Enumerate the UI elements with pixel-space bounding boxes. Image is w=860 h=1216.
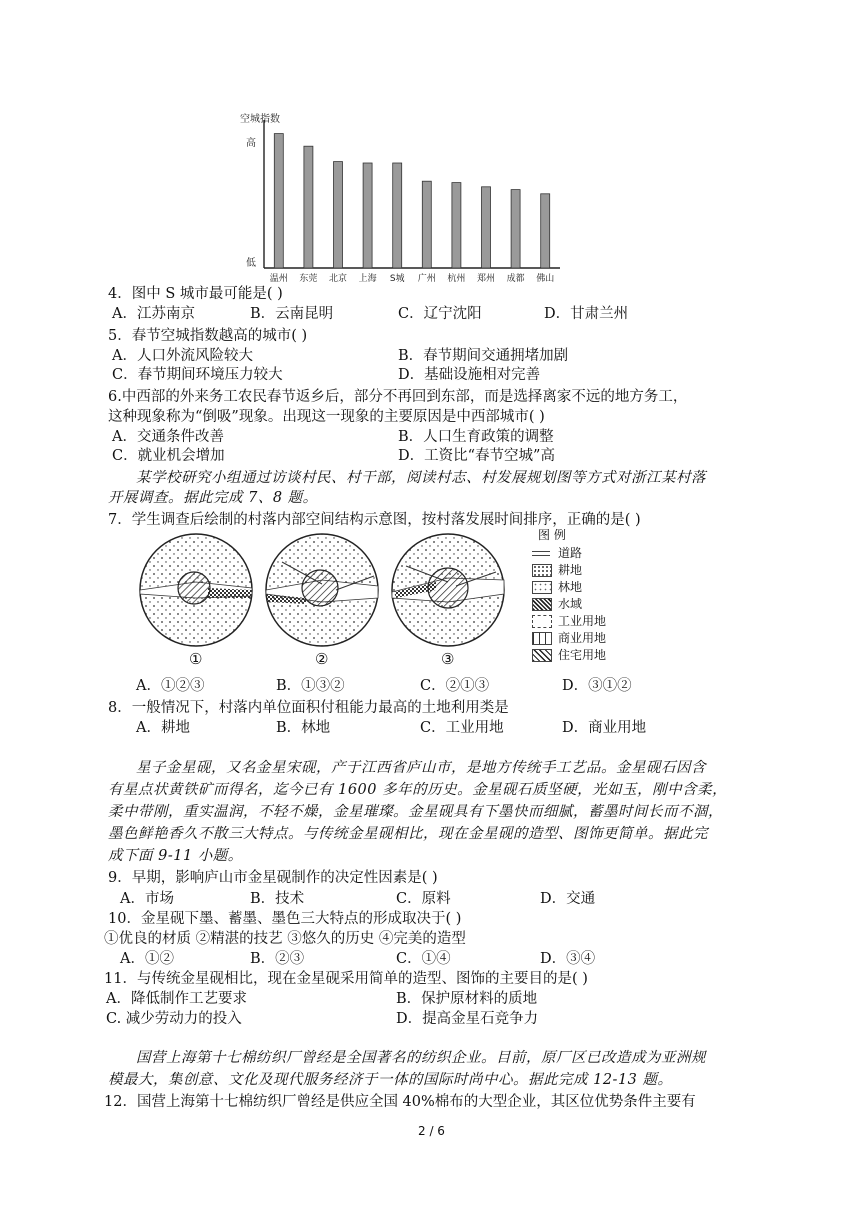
q6-stem-line1: 6.中西部的外来务工农民春节返乡后，部分不再回到东部，而是选择离家不远的地方务工， — [108, 389, 688, 405]
legend-swatch-road — [532, 551, 550, 556]
x-tick-label-9: 佛山 — [536, 274, 555, 284]
legend-title: 图 例 — [538, 528, 566, 542]
x-tick-label-3: 上海 — [358, 274, 377, 284]
q11-option-a: A．降低制作工艺要求 — [106, 991, 247, 1007]
q11-option-c: C. 减少劳动力的投入 — [106, 1011, 242, 1027]
intro-9-11-line4: 墨色鲜艳香久不散三大特点。与传统金星砚相比，现在金星砚的造型、图饰更简单。据此完 — [108, 826, 708, 842]
q8-option-d: D．商业用地 — [562, 720, 647, 736]
q7-option-b: B．①③② — [276, 678, 345, 694]
legend-forest: 林地 — [558, 580, 583, 594]
legend-water: 水域 — [558, 597, 583, 611]
q6-option-b: B．人口生育政策的调整 — [398, 429, 554, 445]
legend-road: 道路 — [558, 546, 583, 560]
q9-option-a: A．市场 — [120, 891, 174, 907]
bar-2 — [334, 162, 343, 268]
diagram-3 — [392, 534, 504, 646]
bar-6 — [452, 183, 461, 268]
q6-option-d: D．工资比“春节空城”高 — [398, 448, 555, 464]
q10-option-d: D．③④ — [540, 951, 596, 967]
legend-swatch-forest — [532, 581, 552, 594]
page-number: 2 / 6 — [418, 1124, 445, 1138]
bar-3 — [363, 163, 372, 268]
q5-stem: 5．春节空城指数越高的城市( ) — [108, 328, 308, 344]
x-tick-label-2: 北京 — [328, 274, 348, 284]
intro-9-11-line2: 有星点状黄铁矿而得名，迄今已有 1600 多年的历史。金星砚石质坚硬，光如玉，刚中含柔， — [108, 782, 728, 798]
q5-option-b: B．春节期间交通拥堵加剧 — [398, 348, 569, 364]
x-tick-label-0: 温州 — [269, 274, 288, 284]
q9-option-c: C．原料 — [396, 891, 451, 907]
q8-option-a: A．耕地 — [136, 720, 190, 736]
legend-residential: 住宅用地 — [558, 648, 607, 662]
q5-option-d: D．基础设施相对完善 — [398, 367, 541, 383]
legend-industrial: 工业用地 — [558, 614, 607, 628]
q11-option-d: D．提高金星石竞争力 — [396, 1011, 539, 1027]
diagram-1 — [140, 534, 252, 646]
village-structure-diagrams — [136, 532, 516, 652]
q5-option-a: A．人口外流风险较大 — [112, 348, 253, 364]
q4-option-b: B．云南昆明 — [250, 306, 334, 322]
y-tick-high: 高 — [246, 138, 256, 149]
q4-option-c: C．辽宁沈阳 — [398, 306, 482, 322]
y-tick-low: 低 — [246, 258, 256, 269]
empty-city-index-chart — [232, 108, 572, 288]
bar-4 — [393, 163, 402, 268]
q7-stem: 7．学生调查后绘制的村落内部空间结构示意图，按村落发展时间排序，正确的是( ) — [108, 512, 641, 528]
q8-stem: 8．一般情况下，村落内单位面积付租能力最高的土地利用类是 — [108, 700, 509, 716]
x-tick-label-7: 郑州 — [476, 274, 496, 284]
x-tick-label-5: 广州 — [417, 274, 436, 284]
intro-12-13-line1: 国营上海第十七棉纺织厂曾经是全国著名的纺织企业。目前，原厂区已改造成为亚洲规 — [136, 1050, 706, 1066]
legend-swatch-farmland — [532, 564, 552, 577]
q4-option-a: A．江苏南京 — [112, 306, 195, 322]
intro-12-13-line2: 模最大，集创意、文化及现代服务经济于一体的国际时尚中心。据此完成 12-13 题。 — [108, 1072, 673, 1088]
legend-commercial: 商业用地 — [558, 631, 607, 645]
bar-1 — [304, 146, 313, 268]
intro-7-8-line1: 某学校研究小组通过访谈村民、村干部，阅读村志、村发展规划图等方式对浙江某村落 — [136, 470, 706, 486]
diagram-3-label: ③ — [441, 650, 455, 668]
q11-option-b: B．保护原材料的质地 — [396, 991, 538, 1007]
q9-stem-visible: 9．早期，影响庐山市金星砚制作的决定性因素是( ) — [108, 870, 438, 886]
bar-8 — [511, 190, 520, 268]
x-tick-label-6: 杭州 — [447, 274, 466, 284]
intro-9-11-line3: 柔中带刚，重实温润，不轻不燥，金星璀璨。金星砚具有下墨快而细腻，蓄墨时间长而不涸， — [108, 804, 723, 820]
q4-stem: 4．图中 S 城市最可能是( ) — [108, 286, 283, 302]
q8-option-b: B．林地 — [276, 720, 331, 736]
x-tick-label-4: S城 — [389, 274, 405, 284]
q5-option-c: C．春节期间环境压力较大 — [112, 367, 283, 383]
diagram-1-label: ① — [189, 650, 203, 668]
q6-stem-line2: 这种现象称为“倒吸”现象。出现这一现象的主要原因是中西部城市( ) — [108, 409, 545, 425]
diagram-2 — [266, 534, 378, 646]
q9-option-b: B．技术 — [250, 891, 305, 907]
intro-7-8-line2: 开展调查。据此完成 7、8 题。 — [108, 490, 318, 506]
bar-7 — [482, 187, 491, 268]
q6-option-c: C．就业机会增加 — [112, 448, 225, 464]
q11-stem: 11．与传统金星砚相比，现在金星砚采用简单的造型、图饰的主要目的是( ) — [104, 971, 588, 987]
q12-stem: 12．国营上海第十七棉纺织厂曾经是供应全国 40%棉布的大型企业，其区位优势条件主要有 — [104, 1094, 696, 1110]
q10-option-c: C．①④ — [396, 951, 451, 967]
q4-option-d: D．甘肃兰州 — [544, 306, 629, 322]
q10-items: ①优良的材质 ②精湛的技艺 ③悠久的历史 ④完美的造型 — [104, 931, 466, 947]
q9-option-d: D．交通 — [540, 891, 596, 907]
intro-9-11-line5: 成下面 9-11 小题。 — [108, 848, 243, 864]
bar-9 — [541, 194, 550, 268]
q6-option-a: A．交通条件改善 — [112, 429, 224, 445]
intro-9-11-line1: 星子金星砚，又名金星宋砚，产于江西省庐山市，是地方传统手工艺品。金星砚石因含 — [136, 760, 706, 776]
legend-swatch-water — [532, 598, 552, 611]
bar-0 — [274, 134, 283, 268]
q7-option-c: C．②①③ — [420, 678, 490, 694]
q10-stem: 10．金星砚下墨、蓄墨、墨色三大特点的形成取决于( ) — [108, 911, 462, 927]
q7-option-d: D．③①② — [562, 678, 632, 694]
q8-option-c: C．工业用地 — [420, 720, 504, 736]
x-tick-label-1: 东莞 — [299, 274, 318, 284]
legend-swatch-residential — [532, 649, 552, 662]
diagram-2-label: ② — [315, 650, 329, 668]
y-axis-label: 空城指数 — [240, 114, 280, 125]
q10-option-a: A．①② — [120, 951, 174, 967]
bar-5 — [422, 181, 431, 268]
legend-swatch-commercial — [532, 632, 552, 645]
q7-option-a: A．①②③ — [136, 678, 205, 694]
legend-farmland: 耕地 — [558, 563, 583, 577]
x-tick-label-8: 成都 — [506, 274, 525, 284]
legend-swatch-industrial — [532, 615, 552, 628]
q10-option-b: B．②③ — [250, 951, 305, 967]
